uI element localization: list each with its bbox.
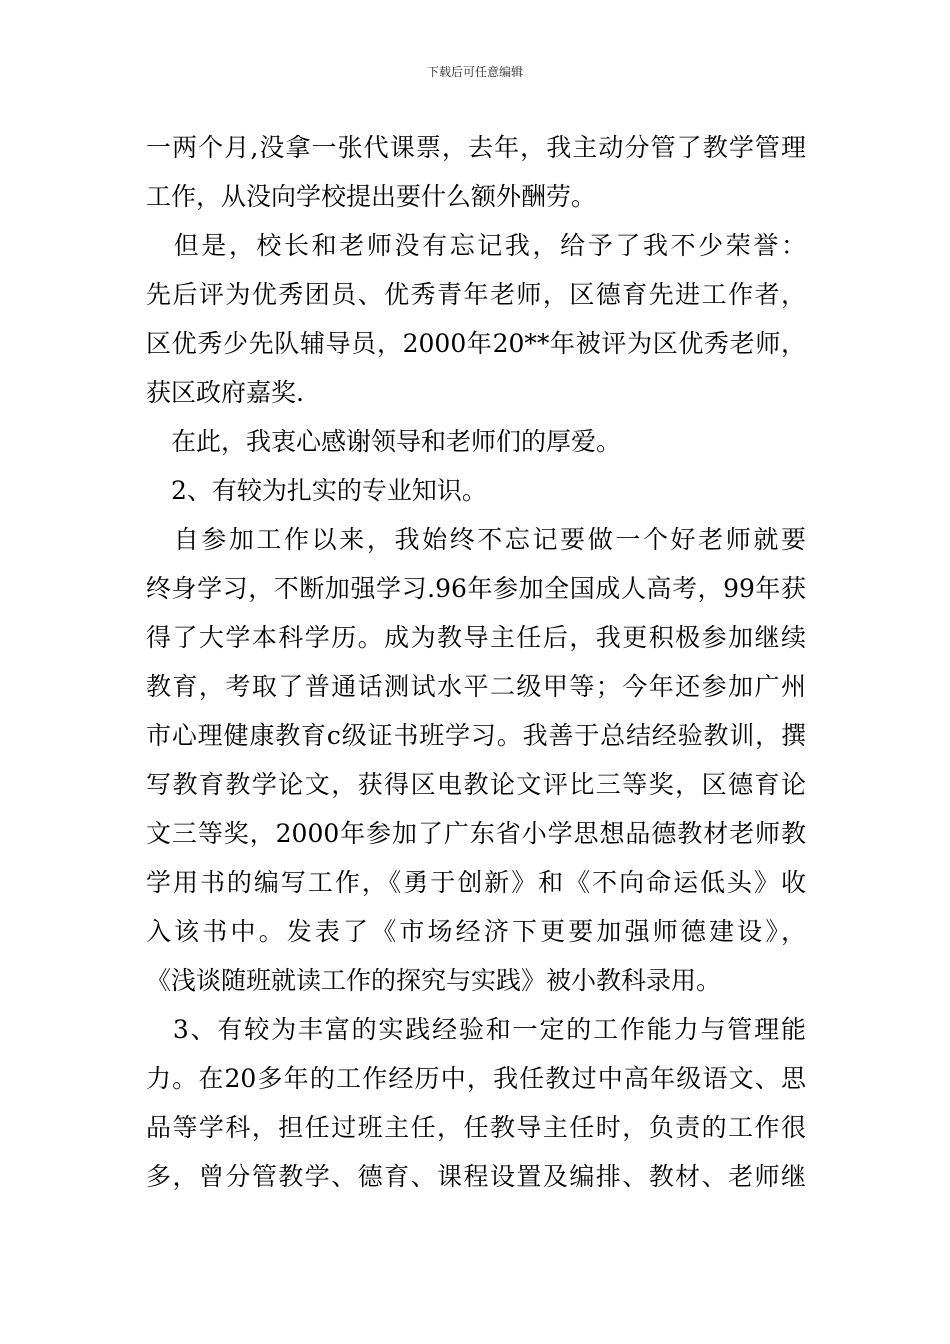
text-line: 在此，我衷心感谢领导和老师们的厚爱。 (146, 427, 622, 456)
text-line: 获区政府嘉奖. (146, 378, 304, 407)
text-line: 写教育教学论文，获得区电教论文评比三等奖，区德育论 (146, 770, 806, 799)
text-line: 得了大学本科学历。成为教导主任后，我更积极参加继续 (146, 623, 806, 652)
text-line: 自参加工作以来，我始终不忘记要做一个好老师就要 (146, 525, 806, 554)
text-line: 市心理健康教育c级证书班学习。我善于总结经验教训，撰 (146, 721, 806, 750)
text-line: 终身学习，不断加强学习.96年参加全国成人高考，99年获 (146, 574, 806, 603)
page-header: 下载后可任意编辑 (426, 65, 523, 79)
text-line: 工作，从没向学校提出要什么额外酬劳。 (146, 182, 597, 211)
text-line: 《浅谈随班就读工作的探究与实践》被小教科录用。 (146, 966, 722, 995)
text-line: 力。在20多年的工作经历中，我任教过中高年级语文、思 (146, 1064, 806, 1093)
text-line: 文三等奖，2000年参加了广东省小学思想品德教材老师教 (146, 819, 806, 848)
text-line: 但是，校长和老师没有忘记我，给予了我不少荣誉： (146, 231, 806, 260)
text-line: 教育，考取了普通话测试水平二级甲等；今年还参加广州 (146, 672, 806, 701)
text-line: 3、有较为丰富的实践经验和一定的工作能力与管理能 (146, 1015, 806, 1044)
text-line: 2、有较为扎实的专业知识。 (146, 476, 487, 505)
text-line: 多，曾分管教学、德育、课程设置及编排、教材、老师继 (146, 1162, 806, 1191)
text-line: 一两个月,没拿一张代课票，去年，我主动分管了教学管理 (146, 133, 806, 162)
text-line: 入该书中。发表了《市场经济下更要加强师德建设》， (146, 917, 806, 946)
text-line: 区优秀少先队辅导员，2000年20**年被评为区优秀老师， (146, 329, 806, 358)
text-line: 品等学科，担任过班主任，任教导主任时，负责的工作很 (146, 1113, 806, 1142)
text-line: 学用书的编写工作，《勇于创新》和《不向命运低头》收 (146, 868, 806, 897)
text-line: 先后评为优秀团员、优秀青年老师，区德育先进工作者， (146, 280, 806, 309)
